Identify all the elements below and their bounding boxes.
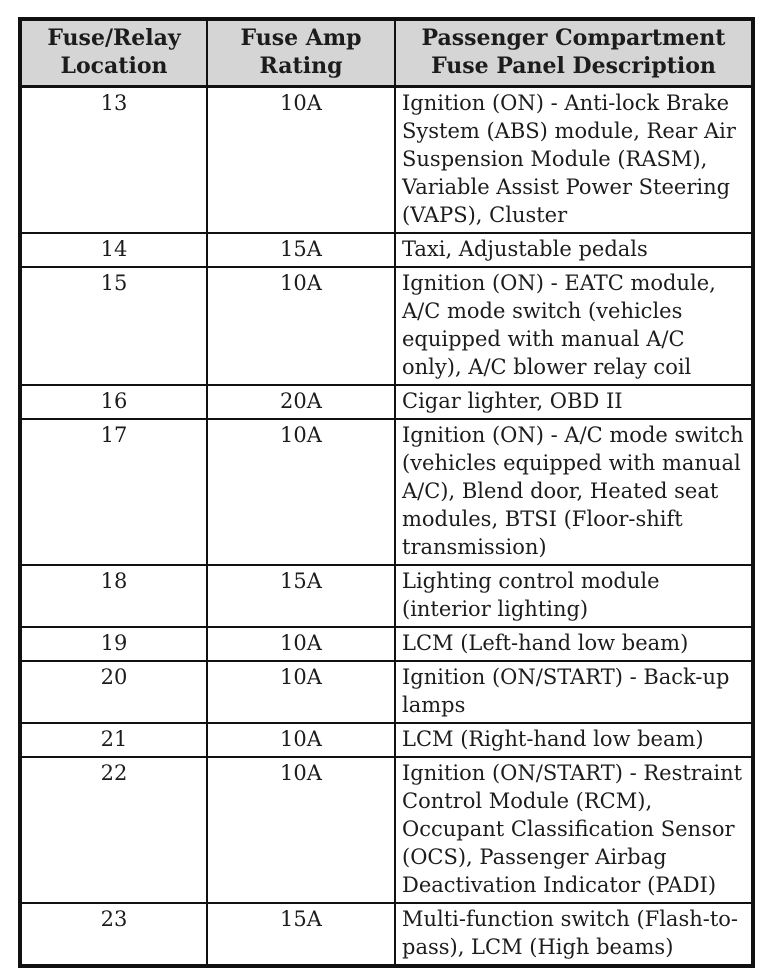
table-row xyxy=(20,233,753,267)
fuse-location-cell: 16 xyxy=(20,385,207,419)
fuse-location-cell: 20 xyxy=(20,661,207,723)
fuse-location-cell: 14 xyxy=(20,233,207,267)
fuse-description-cell: Ignition (ON) - EATC module, A/C mode switch (vehicles equipped with manual A/C only), A/C blower relay coil xyxy=(395,267,753,385)
table-row xyxy=(20,267,753,385)
fuse-rating-cell: 10A xyxy=(207,87,395,234)
fuse-description-cell: Taxi, Adjustable pedals xyxy=(395,233,753,267)
fuse-location-cell: 13 xyxy=(20,87,207,234)
fuse-rating-cell: 15A xyxy=(207,233,395,267)
table-row xyxy=(20,385,753,419)
fuse-rating-cell: 10A xyxy=(207,267,395,385)
fuse-description-cell: Cigar lighter, OBD II xyxy=(395,385,753,419)
fuse-rating-cell: 10A xyxy=(207,661,395,723)
table-row xyxy=(20,661,753,723)
fuse-rating-cell: 10A xyxy=(207,419,395,565)
fuse-location-cell: 19 xyxy=(20,627,207,661)
fuse-description-cell: Lighting control module (interior lighting) xyxy=(395,565,753,627)
fuse-rating-cell: 10A xyxy=(207,757,395,903)
fuse-location-cell: 17 xyxy=(20,419,207,565)
fuse-description-cell: Ignition (ON) - Anti-lock Brake System (ABS) module, Rear Air Suspension Module (RASM), Variable Assist Power Steering (VAPS), Cluster xyxy=(395,87,753,234)
table-row xyxy=(20,87,753,234)
fuse-location-cell: 23 xyxy=(20,903,207,966)
fuse-description-cell: LCM (Right-hand low beam) xyxy=(395,723,753,757)
fuse-description-cell: Ignition (ON/START) - Restraint Control Module (RCM), Occupant Classification Sensor (OCS), Passenger Airbag Deactivation Indicator (PADI) xyxy=(395,757,753,903)
table-row xyxy=(20,565,753,627)
table-row xyxy=(20,723,753,757)
fuse-rating-cell: 20A xyxy=(207,385,395,419)
fuse-rating-cell: 15A xyxy=(207,903,395,966)
fuse-location-cell: 21 xyxy=(20,723,207,757)
fuse-location-cell: 15 xyxy=(20,267,207,385)
fuse-rating-cell: 15A xyxy=(207,565,395,627)
fuse-description-cell: Ignition (ON) - A/C mode switch (vehicles equipped with manual A/C), Blend door, Heated seat modules, BTSI (Floor-shift transmission) xyxy=(395,419,753,565)
fuse-table-body xyxy=(20,87,753,967)
header-fuse-relay-location: Fuse/Relay Location xyxy=(20,19,207,87)
fuse-panel-table-container xyxy=(18,17,755,968)
header-panel-description: Passenger Compartment Fuse Panel Description xyxy=(395,19,753,87)
passenger-compartment-fuse-panel-table xyxy=(18,17,755,968)
header-fuse-amp-rating: Fuse Amp Rating xyxy=(207,19,395,87)
fuse-description-cell: Ignition (ON/START) - Back-up lamps xyxy=(395,661,753,723)
header-row xyxy=(20,19,753,87)
fuse-location-cell: 22 xyxy=(20,757,207,903)
fuse-description-cell: LCM (Left-hand low beam) xyxy=(395,627,753,661)
fuse-table-header xyxy=(20,19,753,87)
table-row xyxy=(20,757,753,903)
table-row xyxy=(20,627,753,661)
table-row xyxy=(20,903,753,966)
fuse-rating-cell: 10A xyxy=(207,723,395,757)
fuse-description-cell: Multi-function switch (Flash-to-pass), LCM (High beams) xyxy=(395,903,753,966)
fuse-location-cell: 18 xyxy=(20,565,207,627)
table-row xyxy=(20,419,753,565)
fuse-rating-cell: 10A xyxy=(207,627,395,661)
